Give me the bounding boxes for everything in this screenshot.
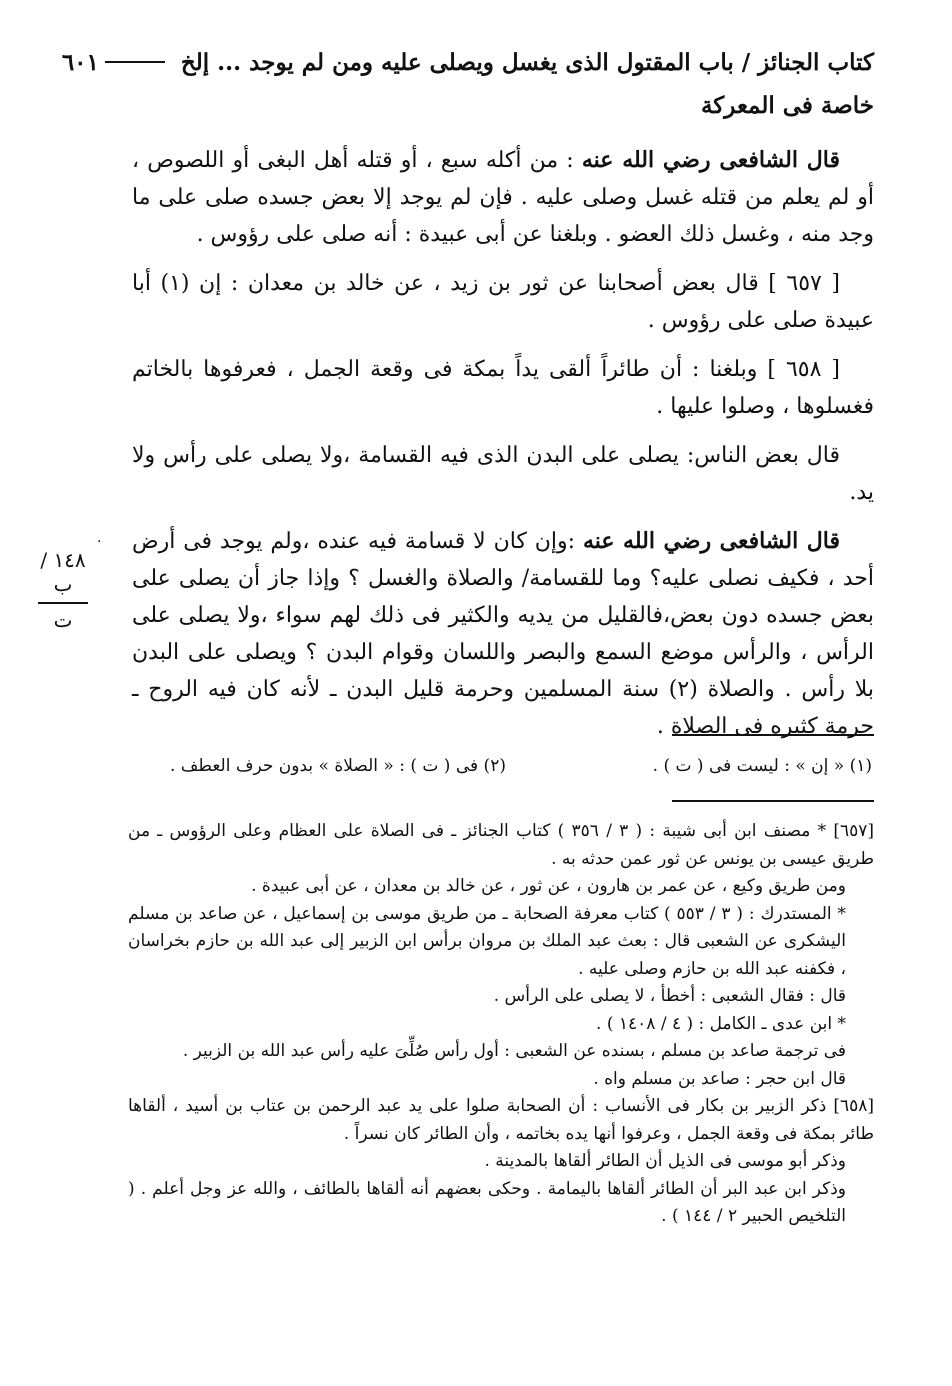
running-title-group: [99, 49, 874, 76]
margin-manuscript: ت: [53, 608, 73, 632]
reference-entry: [٦٥٨] ذكر الزبير بن بكار فى الأنساب : أن الصحابة صلوا على يد عبد الرحمن بن عتاب بن أسيد ، ألقاها طائر بمكة فى وقعة الجمل ، وعرفوا أنها يده بخاتمه ، وأن الطائر كان نسراً .: [128, 1096, 874, 1144]
paragraph-3: [132, 351, 874, 425]
page-number: ٦٠١: [61, 48, 99, 76]
reference-entry: قال : فقال الشعبى : أخطأ ، لا يصلى على الرأس .: [493, 986, 846, 1006]
section-subheading: خاصة فى المعركة: [700, 92, 874, 119]
paragraph-2: [132, 265, 874, 339]
header-rule: [105, 61, 165, 63]
paragraph-4: [132, 437, 874, 511]
reference-entry: قال ابن حجر : صاعد بن مسلم واه .: [593, 1068, 846, 1089]
reference-entry: * المستدرك : ( ٣ / ٥٥٣ ) كتاب معرفة الصحابة ـ من طريق موسى بن إسماعيل ، عن صاعد بن مسلم اليشكرى عن الشعبى قال : بعث عبد الملك بن مروان برأس ابن الزبير إلى عبد الله بن حازم بخراسان ، فكفنه عبد الله بن حازم وصلى عليه .: [128, 903, 846, 979]
footnote-1: (١) « إن » : ليست فى ( ت ) .: [652, 756, 872, 776]
margin-folio: ١٤٨ /ب: [38, 548, 88, 604]
paragraph-text: : من أكله سبع ، أو قتله أهل البغى أو اللصوص ، أو لم يعلم من قتله غسل وصلى عليه . فإن لم يوجد إلا بعض جسده صلى على ما وجد منه ، وغسل ذلك العضو . وبلغنا عن أبى عبيدة : أنه صلى على رؤوس .: [132, 148, 874, 247]
paragraph-text: :وإن كان لا قسامة فيه عنده ،ولم يوجد فى أرض أحد ، فكيف نصلى عليه؟ وما للقسامة/ والصلاة والغسل ؟ وإذا جاز أن يصلى على بعض جسده دون بعض،فالقليل من يديه والكثير فى ذلك لهم سواء ،ولا يصلى على الرأس ، والرأس موضع السمع والبصر واللسان وقوام البدن ؟ ويصلى على البدن بلا رأس . والصلاة (٢) سنة المسلمين وحرمة قليل البدن ـ لأنه كان فيه الروح ـ حرمة كثيره فى الصلاة .: [132, 529, 874, 739]
paragraph-text: قال بعض الناس: يصلى على البدن الذى فيه القسامة ،ولا يصلى على رأس ولا يد.: [132, 443, 874, 505]
footnote-divider: [672, 734, 874, 736]
reference-entry: وذكر أبو موسى فى الذيل أن الطائر ألقاها بالمدينة .: [484, 1151, 846, 1171]
reference-entry: ومن طريق وكيع ، عن عمر بن هارون ، عن ثور ، عن خالد بن معدان ، عن أبى عبيدة .: [251, 876, 846, 896]
paragraph-text: [ ٦٥٨ ] وبلغنا : أن طائراً ألقى يداً بمكة فى وقعة الجمل ، فعرفوها بالخاتم فغسلوها ، وصلوا عليها .: [132, 357, 874, 419]
running-title: كتاب الجنائز / باب المقتول الذى يغسل ويصلى عليه ومن لم يوجد ... إلخ: [180, 48, 874, 76]
running-header: [61, 42, 874, 82]
paragraph-lead: قال الشافعى رضي الله عنه: [581, 147, 840, 173]
reference-entry: فى ترجمة صاعد بن مسلم ، بسنده عن الشعبى : أول رأس صُلِّىَ عليه رأس عبد الله بن الزبير .: [182, 1041, 846, 1061]
footnote-2: (٢) فى ( ت ) : « الصلاة » بدون حرف العطف .: [170, 756, 506, 776]
margin-note: [38, 548, 88, 632]
margin-dot: .: [97, 530, 102, 546]
paragraph-5: [132, 523, 874, 745]
paragraph-lead: قال الشافعى رضي الله عنه: [582, 528, 840, 554]
paragraph-1: [132, 142, 874, 253]
reference-entry: [٦٥٧] * مصنف ابن أبى شيبة : ( ٣ / ٣٥٦ ) كتاب الجنائز ـ فى الصلاة على العظام وعلى الرؤوس ـ من طريق عيسى بن يونس عن ثور عمن حدثه به .: [128, 821, 874, 869]
reference-entry: وذكر ابن عبد البر أن الطائر ألقاها باليمامة . وحكى بعضهم أنه ألقاها بالطائف ، والله عز وجل أعلم . ( التلخيص الحبير ٢ / ١٤٤ ) .: [128, 1178, 847, 1226]
references-divider: [672, 800, 874, 802]
footnotes: [170, 756, 872, 776]
main-text: [132, 142, 874, 757]
reference-entry: * ابن عدى ـ الكامل : ( ٤ / ١٤٠٨ ) .: [596, 1013, 846, 1034]
paragraph-text: [ ٦٥٧ ] قال بعض أصحابنا عن ثور بن زيد ، عن خالد بن معدان : إن (١) أبا عبيدة صلى على رؤوس .: [132, 271, 874, 333]
references: [128, 818, 874, 1231]
